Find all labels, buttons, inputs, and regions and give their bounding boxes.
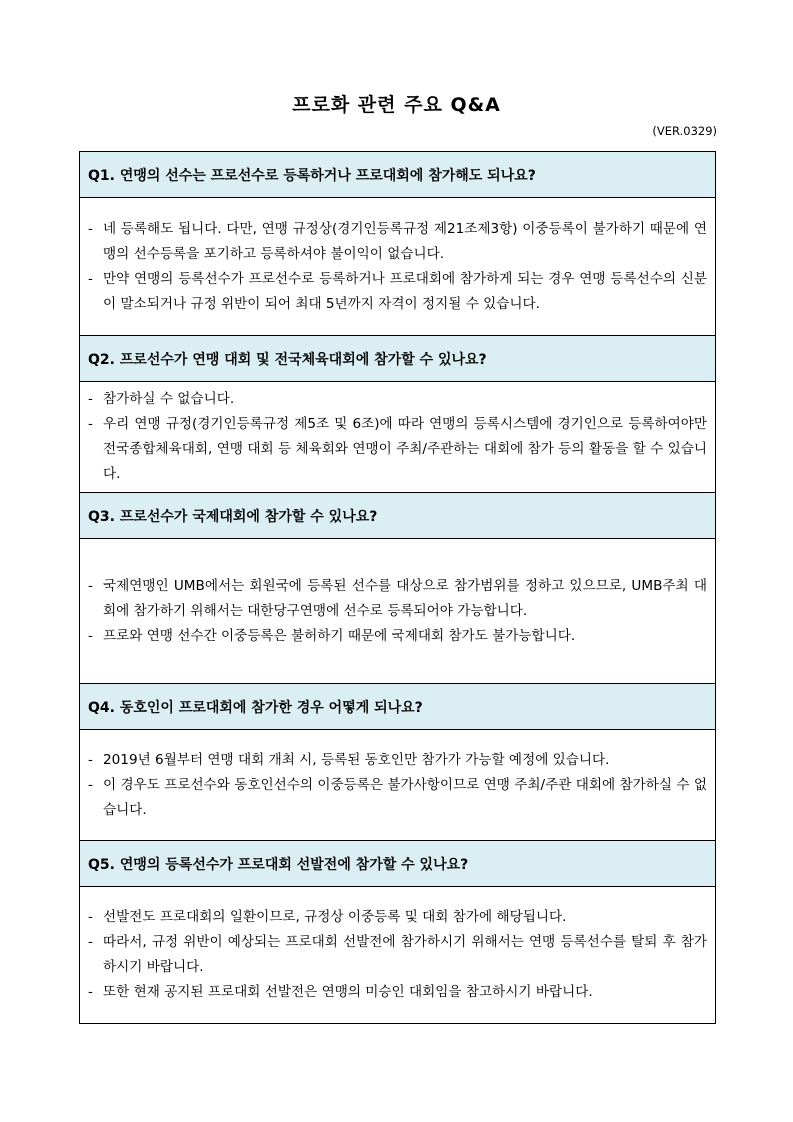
answer-q1 [80,198,716,336]
question-row [80,493,716,539]
question-row [80,336,716,382]
answer-item: - 국제연맹인 UMB에서는 회원국에 등록된 선수를 대상으로 참가범위를 정하고 있으므로, UMB주최 대회에 참가하기 위해서는 대한당구연맹에 선수로 등록되어야 가능합니다. [88,577,707,619]
answer-q2 [80,382,716,493]
question-q2: Q2. 프로선수가 연맹 대회 및 전국체육대회에 참가할 수 있나요? [80,336,716,382]
question-q5: Q5. 연맹의 등록선수가 프로대회 선발전에 참가할 수 있나요? [80,841,716,887]
question-row [80,152,716,198]
page-title: 프로화 관련 주요 Q&A [292,94,501,116]
question-row [80,841,716,887]
answer-row [80,539,716,684]
answer-item: - 따라서, 규정 위반이 예상되는 프로대회 선발전에 참가하시기 위해서는 연맹 등록선수를 탈퇴 후 참가하시기 바랍니다. [88,934,707,975]
answer-item: - 네 등록해도 됩니다. 다만, 연맹 규정상(경기인등록규정 제21조제3항) 이중등록이 불가하기 때문에 연맹의 선수등록을 포기하고 등록하셔야 불이익이 없습니다. [88,220,707,262]
answer-q3 [80,539,716,684]
answer-q4 [80,730,716,841]
answer-item: - 프로와 연맹 선수간 이중등록은 불허하기 때문에 국제대회 참가도 불가능합니다. [88,627,576,644]
question-q3: Q3. 프로선수가 국제대회에 참가할 수 있나요? [80,493,716,539]
answer-row [80,382,716,493]
answer-item: - 또한 현재 공지된 프로대회 선발전은 연맹의 미승인 대회임을 참고하시기 바랍니다. [88,984,593,1000]
answer-item: - 참가하실 수 없습니다. [88,391,235,407]
answer-item: - 선발전도 프로대회의 일환이므로, 규정상 이중등록 및 대회 참가에 해당됩니다. [88,909,567,925]
answer-item: - 만약 연맹의 등록선수가 프로선수로 등록하거나 프로대회에 참가하게 되는 경우 연맹 등록선수의 신분이 말소되거나 규정 위반이 되어 최대 5년까지 자격이 정지될 수 있습니다. [88,270,707,312]
question-row [80,684,716,730]
version-label: (VER.0329) [652,124,717,138]
answer-row [80,730,716,841]
answer-item: - 우리 연맹 규정(경기인등록규정 제5조 및 6조)에 따라 연맹의 등록시스템에 경기인으로 등록하여야만 전국종합체육대회, 연맹 대회 등 체육회와 연맹이 주최/주관하는 대회에 참가 등의 활동을 할 수 있습니다. [88,416,707,482]
answer-row [80,887,716,1024]
answer-q5 [80,887,716,1024]
answer-item: - 이 경우도 프로선수와 동호인선수의 이중등록은 불가사항이므로 연맹 주최/주관 대회에 참가하실 수 없습니다. [88,776,707,818]
answer-row [80,198,716,336]
question-q4: Q4. 동호인이 프로대회에 참가한 경우 어떻게 되나요? [80,684,716,730]
answer-item: - 2019년 6월부터 연맹 대회 개최 시, 등록된 동호인만 참가가 가능할 예정에 있습니다. [88,751,610,768]
question-q1: Q1. 연맹의 선수는 프로선수로 등록하거나 프로대회에 참가해도 되나요? [80,152,716,198]
qa-table [79,151,716,1024]
